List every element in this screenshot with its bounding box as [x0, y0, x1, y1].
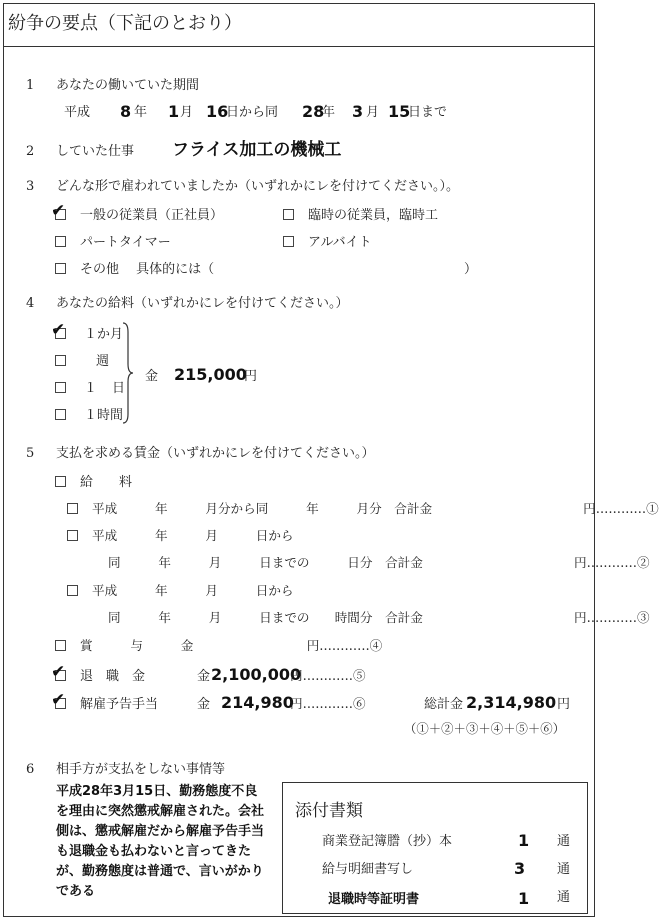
attachment-name: 商業登記簿謄（抄）本	[322, 834, 453, 849]
attachment-unit: 通	[557, 890, 571, 905]
section-number: 1	[26, 78, 35, 93]
salary-row-3b: 同 年 月 日までの 時間分 合計金 円…………③	[108, 610, 650, 625]
option-label: アルバイト	[308, 235, 372, 250]
kin-label: 金	[197, 697, 211, 712]
amount-tail: 円…………⑥	[290, 696, 366, 711]
attachment-count: 1	[518, 831, 530, 850]
checkmark-icon: ✔	[51, 662, 66, 682]
salary-row-1: 平成 年 月分から同 年 月分 合計金 円…………①	[92, 501, 659, 516]
salary-row-2b: 同 年 月 日までの 日分 合計金 円…………②	[108, 555, 650, 570]
checkbox-temporary-employee[interactable]	[283, 209, 294, 220]
section-label: 相手方が支払をしない事情等	[56, 762, 226, 777]
salary-row-2a: 平成 年 月 日から	[92, 528, 294, 543]
salary-amount: 215,000	[174, 365, 247, 384]
option-label: 解雇予告手当	[80, 697, 159, 712]
month-unit: 月	[366, 105, 380, 120]
total-formula: （①＋②＋③＋④＋⑤＋⑥）	[404, 721, 566, 736]
section-number: 3	[26, 179, 35, 194]
attachment-unit: 通	[557, 862, 571, 877]
kin-label: 金	[145, 369, 159, 384]
section-number: 5	[26, 446, 35, 461]
option-label: １か月	[84, 327, 124, 342]
checkbox-arbeit[interactable]	[283, 236, 294, 247]
end-day: 15	[388, 102, 411, 121]
section-label: していた仕事	[56, 144, 135, 159]
end-month: 3	[352, 102, 364, 121]
section-number: 6	[26, 762, 35, 777]
total-label: 総計金	[424, 697, 464, 712]
option-label: パートタイマー	[80, 235, 171, 250]
end-year: 28	[302, 102, 325, 121]
amount-tail: 円…………⑤	[290, 668, 366, 683]
job-description: フライス加工の機械工	[172, 140, 342, 160]
checkbox-daily[interactable]	[55, 382, 66, 393]
from-label: 日から同	[226, 105, 279, 120]
option-label: 臨時の従業員，臨時工	[308, 208, 439, 223]
checkbox-salary-hourly[interactable]	[67, 585, 78, 596]
era-label: 平成	[64, 105, 91, 120]
total-amount: 2,314,980	[466, 693, 557, 712]
checkbox-hourly[interactable]	[55, 409, 66, 420]
section-number: 4	[26, 296, 35, 311]
option-label: 日	[112, 381, 126, 396]
start-year: 8	[120, 102, 132, 121]
start-month: 1	[168, 102, 180, 121]
yen-label: 円	[244, 369, 258, 384]
attachment-count: 1	[518, 889, 530, 908]
attachment-name: 退職時等証明書	[328, 892, 420, 907]
dismissal-amount: 214,980	[221, 693, 294, 712]
attachment-unit: 通	[557, 834, 571, 849]
option-label: １時間	[84, 408, 124, 423]
checkbox-salary[interactable]	[55, 476, 66, 487]
checkbox-bonus[interactable]	[55, 640, 66, 651]
year-unit: 年	[134, 105, 148, 120]
option-label: 退 職 金	[80, 669, 146, 684]
option-label: その他 具体的には（	[80, 262, 215, 277]
salary-row-3a: 平成 年 月 日から	[92, 583, 294, 598]
kin-label: 金	[197, 669, 211, 684]
checkbox-weekly[interactable]	[55, 355, 66, 366]
checkbox-salary-monthly[interactable]	[67, 503, 78, 514]
section-label: 支払を求める賃金（いずれかにレを付けてください。）	[56, 446, 375, 461]
page-title: 紛争の要点（下記のとおり）	[8, 13, 242, 34]
start-day: 16	[206, 102, 229, 121]
checkbox-salary-daily[interactable]	[67, 530, 78, 541]
option-label: 一般の従業員（正社員）	[80, 208, 224, 223]
attachment-count: 3	[514, 859, 526, 878]
year-unit: 年	[322, 105, 336, 120]
month-unit: 月	[180, 105, 194, 120]
section-label: あなたの働いていた期間	[56, 78, 200, 93]
option-close-paren: ）	[464, 262, 478, 277]
section-label: どんな形で雇われていましたか（いずれかにレを付けてください。）。	[56, 179, 460, 194]
attachment-name: 給与明細書写し	[322, 862, 414, 877]
until-label: 日まで	[408, 105, 448, 120]
option-label: 給 料	[80, 475, 133, 490]
option-label: 週	[96, 354, 110, 369]
attachments-title: 添付書類	[295, 801, 363, 821]
checkbox-other[interactable]	[55, 263, 66, 274]
option-label: １	[84, 381, 98, 396]
retirement-amount: 2,100,000	[211, 665, 302, 684]
bonus-row: 賞 与 金 円…………④	[80, 638, 383, 653]
checkbox-part-timer[interactable]	[55, 236, 66, 247]
brace-icon	[122, 322, 134, 424]
section-label: あなたの給料（いずれかにレを付けてください。）	[56, 296, 349, 311]
yen-label: 円	[557, 697, 571, 712]
reason-text: 平成28年3月15日、勤務態度不良を理由に突然懲戒解雇された。会社側は、懲戒解雇だから解雇予告手当も退職金も払わないと言ってきたが、勤務態度は普通で、言いがかりである	[56, 784, 265, 899]
checkmark-icon: ✔	[51, 201, 66, 221]
checkmark-icon: ✔	[51, 320, 66, 340]
section-number: 2	[26, 144, 35, 159]
checkmark-icon: ✔	[51, 690, 66, 710]
